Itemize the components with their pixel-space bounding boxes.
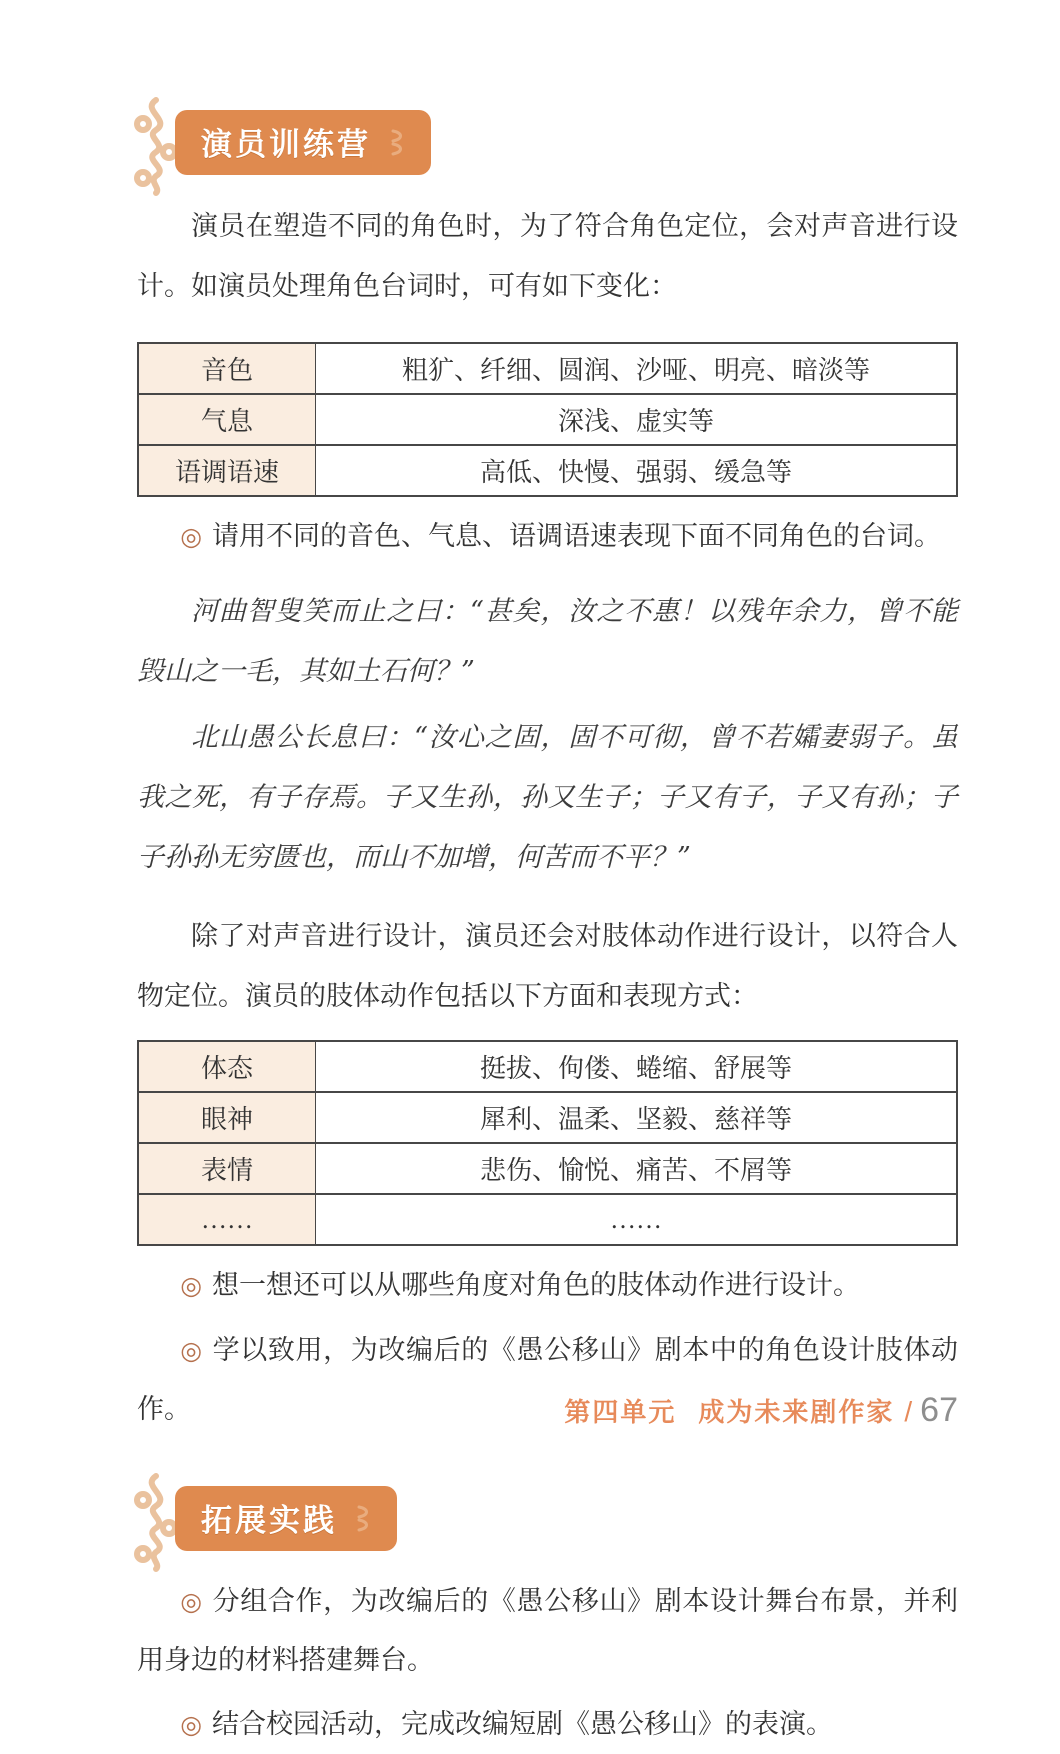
quote-yugong: 北山愚公长息曰：“汝心之固，固不可彻，曾不若孀妻弱子。虽我之死，有子存焉。子又生孙，孙又生子；子又有子，子又有孙；子子孙孙无穷匮也，而山不加增，何苦而不平？” (137, 722, 958, 873)
cloud-motif-icon (351, 1501, 377, 1535)
table-row (138, 1194, 957, 1245)
table-row (138, 1041, 957, 1092)
intro-paragraph: 演员在塑造不同的角色时，为了符合角色定位，会对声音进行设计。如演员处理角色台词时，可有如下变化： (137, 211, 958, 301)
bullet-icon: ◎ (180, 1271, 203, 1300)
section-title: 演员训练营 (201, 127, 371, 162)
section-badge (175, 110, 431, 175)
task-text: 分组合作，为改编后的《愚公移山》剧本设计舞台布景，并利用身边的材料搭建舞台。 (137, 1586, 958, 1675)
row-label: 气息 (138, 394, 316, 445)
row-value: 粗犷、纤细、圆润、沙哑、明亮、暗淡等 (316, 343, 958, 394)
task-bullet (137, 507, 958, 566)
row-label: 眼神 (138, 1092, 316, 1143)
task-bullet (137, 1256, 958, 1315)
page-footer (564, 1391, 958, 1430)
cloud-motif-icon (385, 125, 411, 159)
body-movement-table (137, 1040, 958, 1246)
table-row (138, 343, 957, 394)
bullet-icon: ◎ (180, 1336, 203, 1365)
section-title: 拓展实践 (201, 1503, 337, 1538)
row-label: 语调语速 (138, 445, 316, 496)
table-row (138, 394, 957, 445)
row-value: 深浅、虚实等 (316, 394, 958, 445)
body-movement-paragraph: 除了对声音进行设计，演员还会对肢体动作进行设计，以符合人物定位。演员的肢体动作包括以下方面和表现方式： (137, 921, 958, 1011)
section-badge (175, 1486, 397, 1551)
task-text: 请用不同的音色、气息、语调语速表现下面不同角色的台词。 (212, 521, 942, 551)
task-text: 想一想还可以从哪些角度对角色的肢体动作进行设计。 (212, 1270, 861, 1300)
unit-label: 第四单元 (564, 1397, 677, 1427)
task-bullet (137, 1695, 958, 1754)
row-label: 体态 (138, 1041, 316, 1092)
row-value: 挺拔、佝偻、蜷缩、舒展等 (316, 1041, 958, 1092)
table-row (138, 445, 957, 496)
row-value: 犀利、温柔、坚毅、慈祥等 (316, 1092, 958, 1143)
row-value: 悲伤、愉悦、痛苦、不屑等 (316, 1143, 958, 1194)
bullet-icon: ◎ (180, 1710, 203, 1739)
section-header-actor-training (137, 108, 958, 170)
voice-design-table (137, 342, 958, 497)
page-number: 67 (920, 1391, 958, 1429)
quote-zhisou: 河曲智叟笑而止之曰：“甚矣，汝之不惠！以残年余力，曾不能毁山之一毛，其如土石何？” (137, 596, 958, 687)
row-label: 表情 (138, 1143, 316, 1194)
table-row (138, 1143, 957, 1194)
row-value: 高低、快慢、强弱、缓急等 (316, 445, 958, 496)
bullet-icon: ◎ (180, 522, 203, 551)
section-header-extension (137, 1484, 958, 1546)
task-text: 结合校园活动，完成改编短剧《愚公移山》的表演。 (212, 1709, 834, 1739)
unit-title: 成为未来剧作家 (698, 1397, 895, 1427)
task-bullet (137, 1572, 958, 1689)
footer-separator: / (904, 1396, 913, 1427)
row-value: …… (316, 1194, 958, 1245)
task-text: 学以致用，为改编后的《愚公移山》剧本中的角色设计肢体动作。 (137, 1335, 958, 1424)
bullet-icon: ◎ (180, 1587, 203, 1616)
row-label: …… (138, 1194, 316, 1245)
table-row (138, 1092, 957, 1143)
row-label: 音色 (138, 343, 316, 394)
